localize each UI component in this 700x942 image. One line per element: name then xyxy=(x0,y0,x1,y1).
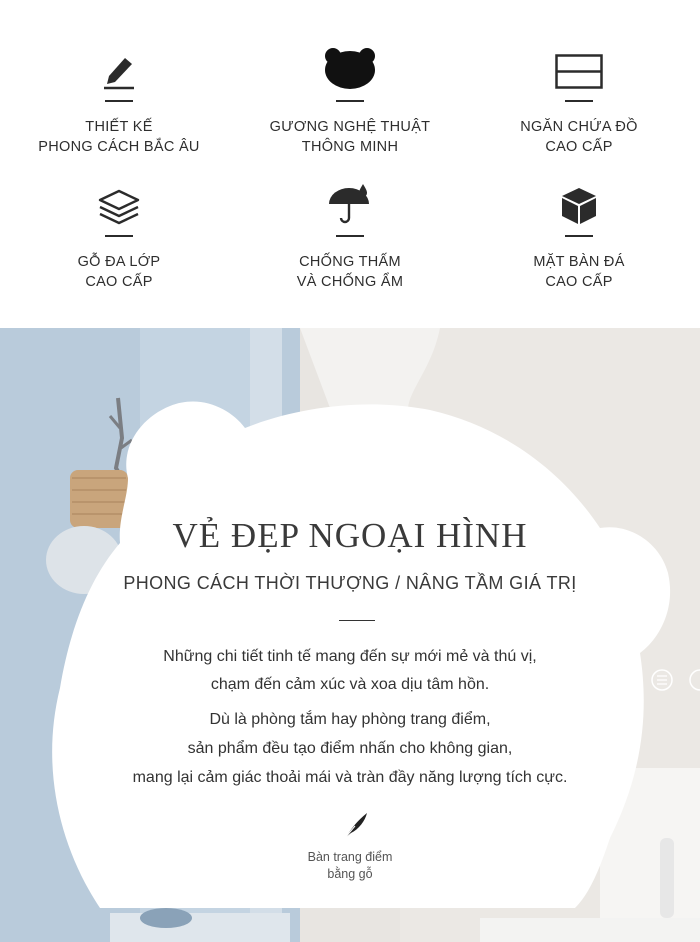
layers-icon xyxy=(97,188,141,228)
hero-headline: VẺ ĐẸP NGOẠI HÌNH xyxy=(172,516,528,555)
umbrella-icon xyxy=(327,182,373,226)
hero-body-line: Dù là phòng tắm hay phòng trang điểm, xyxy=(209,711,491,728)
hero-body-line: sản phẩm đều tạo điểm nhấn cho không gian, xyxy=(187,740,513,757)
drawer-icon xyxy=(555,54,603,90)
feature-label: GƯƠNG NGHỆ THUẬT THÔNG MINH xyxy=(269,119,431,155)
feature-rule xyxy=(336,100,364,102)
hero-body-line: mang lại cảm giác thoải mái và tràn đầy năng lượng tích cực. xyxy=(132,769,568,786)
feature-label: THIẾT KẾ PHONG CÁCH BẮC ÂU xyxy=(38,119,200,155)
feature-rule xyxy=(105,100,133,102)
feature-label: MẶT BÀN ĐÁ CAO CẤP xyxy=(533,254,625,290)
pen-icon xyxy=(99,52,139,92)
hero-body-line: chạm đến cảm xúc và xoa dịu tâm hồn. xyxy=(210,676,490,693)
hero-section xyxy=(0,328,700,942)
hero-divider xyxy=(339,620,375,621)
feature-label: GỖ ĐA LỚP CAO CẤP xyxy=(77,254,161,290)
feather-icon xyxy=(343,811,369,839)
feature-label: NGĂN CHỨA ĐỒ CAO CẤP xyxy=(520,119,638,155)
feature-rule xyxy=(565,235,593,237)
feature-rule xyxy=(336,235,364,237)
feature-rule xyxy=(565,100,593,102)
cube-icon xyxy=(560,186,598,226)
hero-body-line: Những chi tiết tinh tế mang đến sự mới mẻ và thú vị, xyxy=(163,648,537,665)
hero-caption: Bàn trang điểm bằng gỗ xyxy=(307,850,393,881)
bear-mirror-icon xyxy=(323,46,377,90)
feature-label: CHỐNG THẤM VÀ CHỐNG ẨM xyxy=(296,254,404,290)
hero-subheadline: PHONG CÁCH THỜI THƯỢNG / NÂNG TẦM GIÁ TRỊ xyxy=(123,573,577,593)
feature-rule xyxy=(105,235,133,237)
features-section xyxy=(0,0,700,328)
